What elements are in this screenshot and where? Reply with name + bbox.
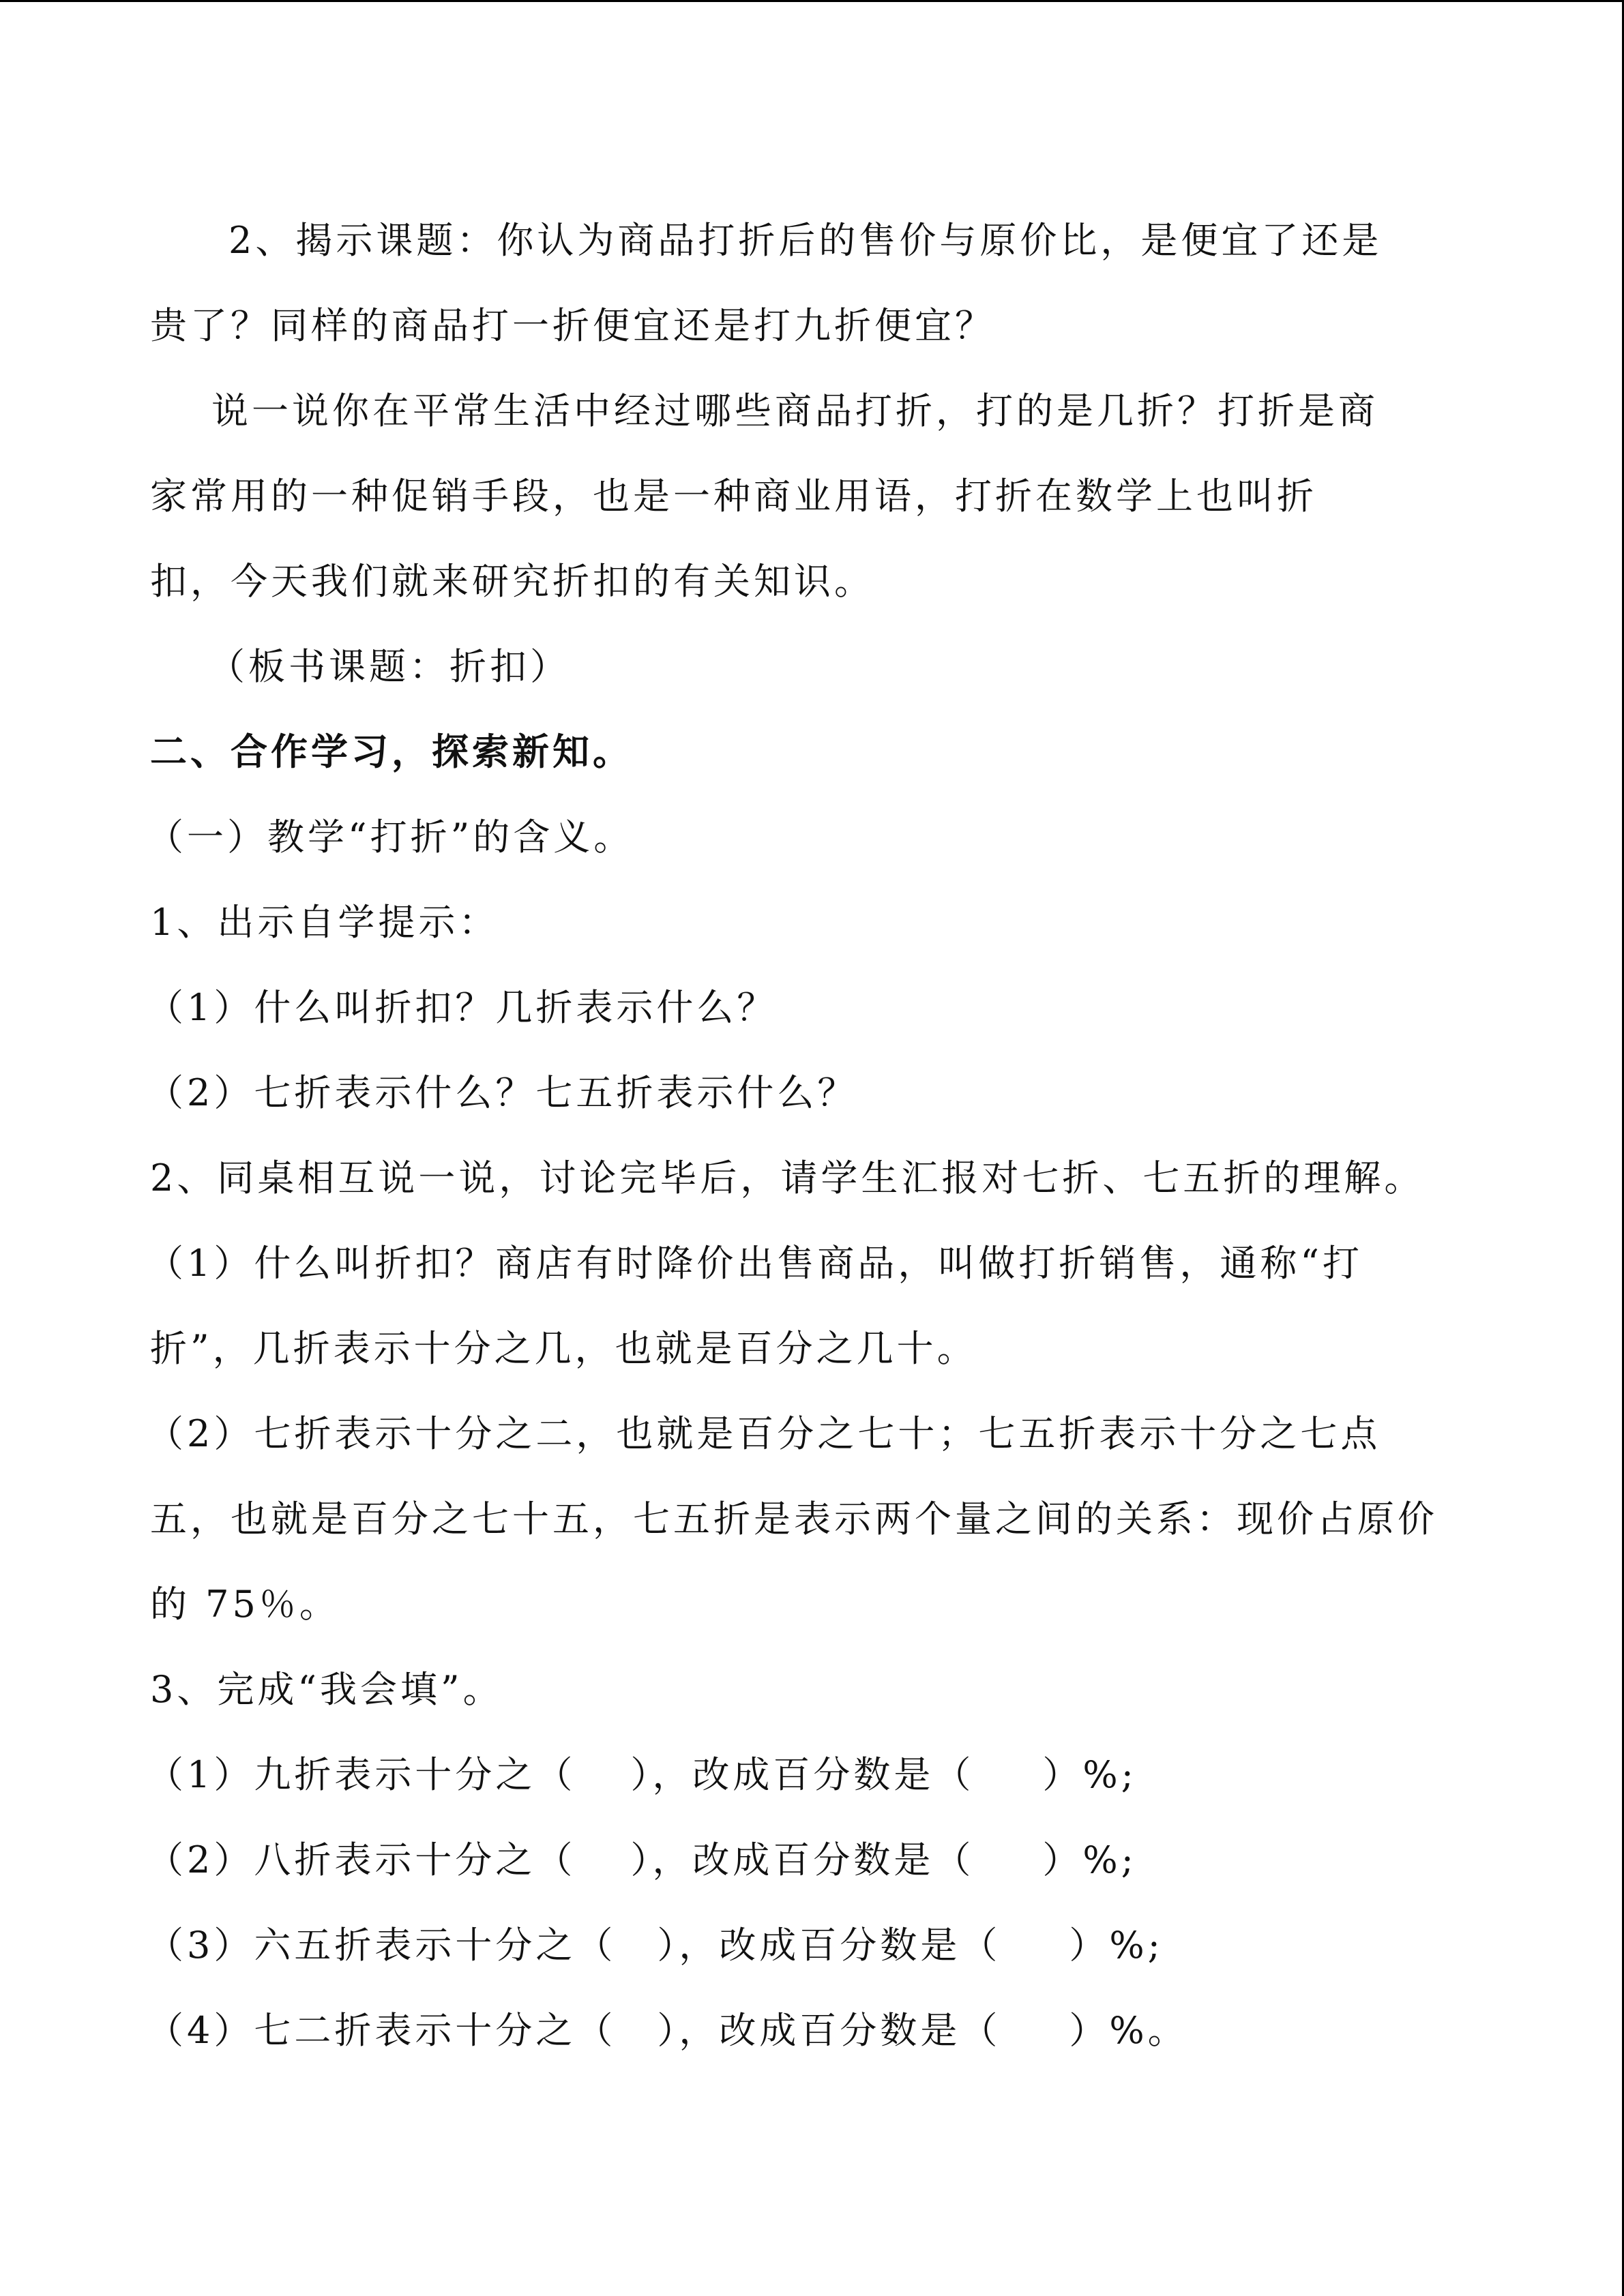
fill-item-text-a: （3）六五折表示十分之（ [147,1924,617,1967]
fill-item-text-c: ）%。 [1069,2009,1188,2052]
paragraph-discount-intro-line-3: 扣，今天我们就来研究折扣的有关知识。 [150,560,874,603]
fill-item-3 [147,1922,1164,1969]
answer-2-line-3: 的 75％。 [150,1583,340,1626]
answer-2-line-1: （2）七折表示十分之二，也就是百分之七十；七五折表示十分之七点 [147,1412,1381,1455]
prompt-item-1: （1）什么叫折扣？几折表示什么？ [147,986,778,1029]
fill-item-4 [147,2007,1188,2055]
fill-item-1 [147,1751,1137,1799]
fill-item-text-b: ），改成百分数是（ [657,1924,1001,1967]
step-3-heading: 3、完成“我会填”。 [150,1668,503,1711]
fill-item-text-c: ）%; [1042,1838,1137,1881]
paragraph-reveal-topic-line-1: 2、揭示课题：你认为商品打折后的售价与原价比，是便宜了还是 [228,219,1383,262]
paragraph-discount-intro-line-2: 家常用的一种促销手段，也是一种商业用语，打折在数学上也叫折 [150,475,1317,518]
subsection-heading-discount-meaning: （一）教学“打折”的含义。 [147,816,634,859]
paragraph-discount-intro-line-1: 说一说你在平常生活中经过哪些商品打折，打的是几折？打折是商 [211,389,1378,432]
fill-item-text-c: ）%; [1069,1924,1164,1967]
prompt-item-2: （2）七折表示什么？七五折表示什么？ [147,1071,858,1114]
paragraph-reveal-topic-line-2: 贵了？同样的商品打一折便宜还是打九折便宜？ [150,304,995,347]
step-2-heading: 2、同桌相互说一说，讨论完毕后，请学生汇报对七折、七五折的理解。 [150,1157,1425,1199]
fill-item-text-a: （2）八折表示十分之（ [147,1838,576,1881]
fill-item-text-b: ），改成百分数是（ [630,1753,975,1796]
fill-item-text-a: （4）七二折表示十分之（ [147,2009,617,2052]
answer-1-line-2: 折”，几折表示十分之几，也就是百分之几十。 [150,1327,977,1370]
fill-item-text-c: ）%; [1042,1753,1137,1796]
fill-item-2 [147,1836,1137,1884]
answer-1-line-1: （1）什么叫折扣？商店有时降价出售商品，叫做打折销售，通称“打 [147,1242,1363,1285]
answer-2-line-2: 五，也就是百分之七十五，七五折是表示两个量之间的关系：现价占原价 [150,1497,1438,1540]
fill-item-text-b: ），改成百分数是（ [657,2009,1001,2052]
fill-item-text-b: ），改成百分数是（ [630,1838,975,1881]
step-1-heading: 1、出示自学提示： [150,901,499,944]
fill-item-text-a: （1）九折表示十分之（ [147,1753,576,1796]
board-topic: （板书课题：折扣） [208,645,570,688]
section-heading-cooperative-learning: 二、合作学习，探索新知。 [150,730,633,773]
